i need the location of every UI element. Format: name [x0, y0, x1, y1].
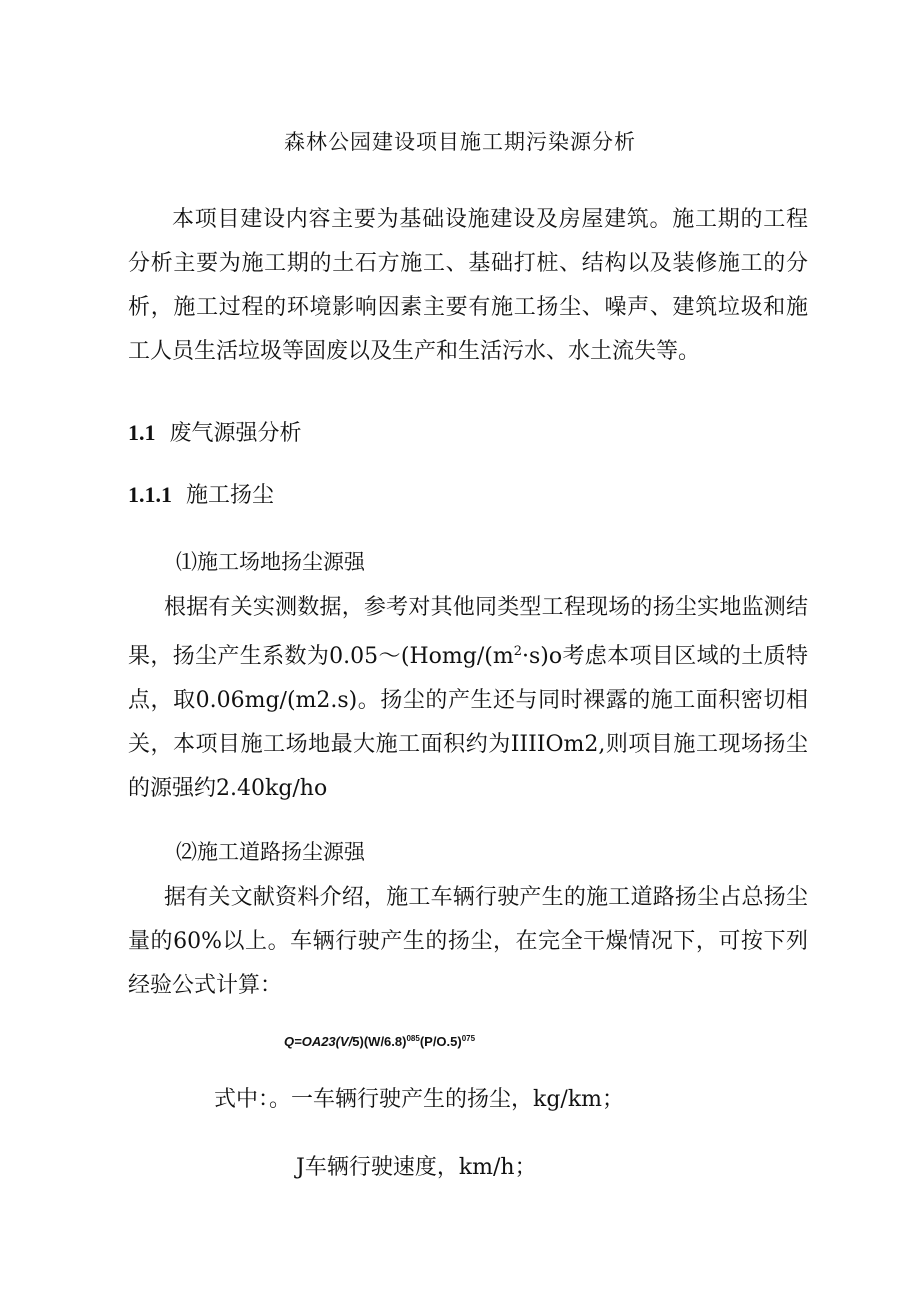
section-number: 1.1 [128, 420, 156, 445]
site-text-part2: ·s)o考虑本项目区域的土质特点，取0.06mg∕(m2.s)。扬尘的产生还与同时裸露的施工面积密切相关，本项目施工场地最大施工面积约为IIIIOm2,则项目施工现场扬尘的源强约2.40kg∕ho [128, 644, 808, 801]
formula-part2: 5)(W/6.8) [352, 1034, 407, 1049]
site-text-superscript: 2 [513, 644, 522, 659]
document-title: 森林公园建设项目施工期污染源分析 [284, 130, 636, 154]
formula-variable-line: J车辆行驶速度，km/h； [296, 1155, 537, 1180]
formula-exponent2: 075 [461, 1034, 476, 1043]
empirical-formula [284, 1034, 475, 1049]
formula-part1: Q=OA23(V/ [284, 1034, 353, 1049]
item-heading-site-dust: ⑴施工场地扬尘源强 [176, 550, 365, 574]
section-title: 施工扬尘 [186, 483, 275, 508]
section-heading-1-1-1 [128, 478, 274, 509]
site-dust-paragraph [128, 586, 808, 811]
site-text-part1: 根据有关实测数据，参考对其他同类型工程现场的扬尘实地监测结果，扬尘产生系数为0.05～(Homg/(m [128, 595, 808, 669]
formula-part3: (P/O.5) [419, 1034, 462, 1049]
formula-where-line: 式中：。一车辆行驶产生的扬尘，kg/km； [214, 1087, 625, 1112]
formula-exponent1: 085 [406, 1034, 420, 1043]
road-dust-paragraph: 据有关文献资料介绍，施工车辆行驶产生的施工道路扬尘占总扬尘量的60%以上。车辆行驶产生的扬尘，在完全干燥情况下，可按下列经验公式计算： [128, 885, 808, 998]
section-number: 1.1.1 [128, 482, 172, 507]
item-heading-road-dust: ⑵施工道路扬尘源强 [176, 840, 365, 864]
section-heading-1-1 [128, 416, 302, 447]
section-title: 废气源强分析 [169, 421, 302, 446]
intro-paragraph: 本项目建设内容主要为基础设施建设及房屋建筑。施工期的工程分析主要为施工期的土石方施工、基础打桩、结构以及装修施工的分析，施工过程的环境影响因素主要有施工扬尘、噪声、建筑垃圾和施工人员生活垃圾等固废以及生产和生活污水、水土流失等。 [128, 207, 808, 364]
